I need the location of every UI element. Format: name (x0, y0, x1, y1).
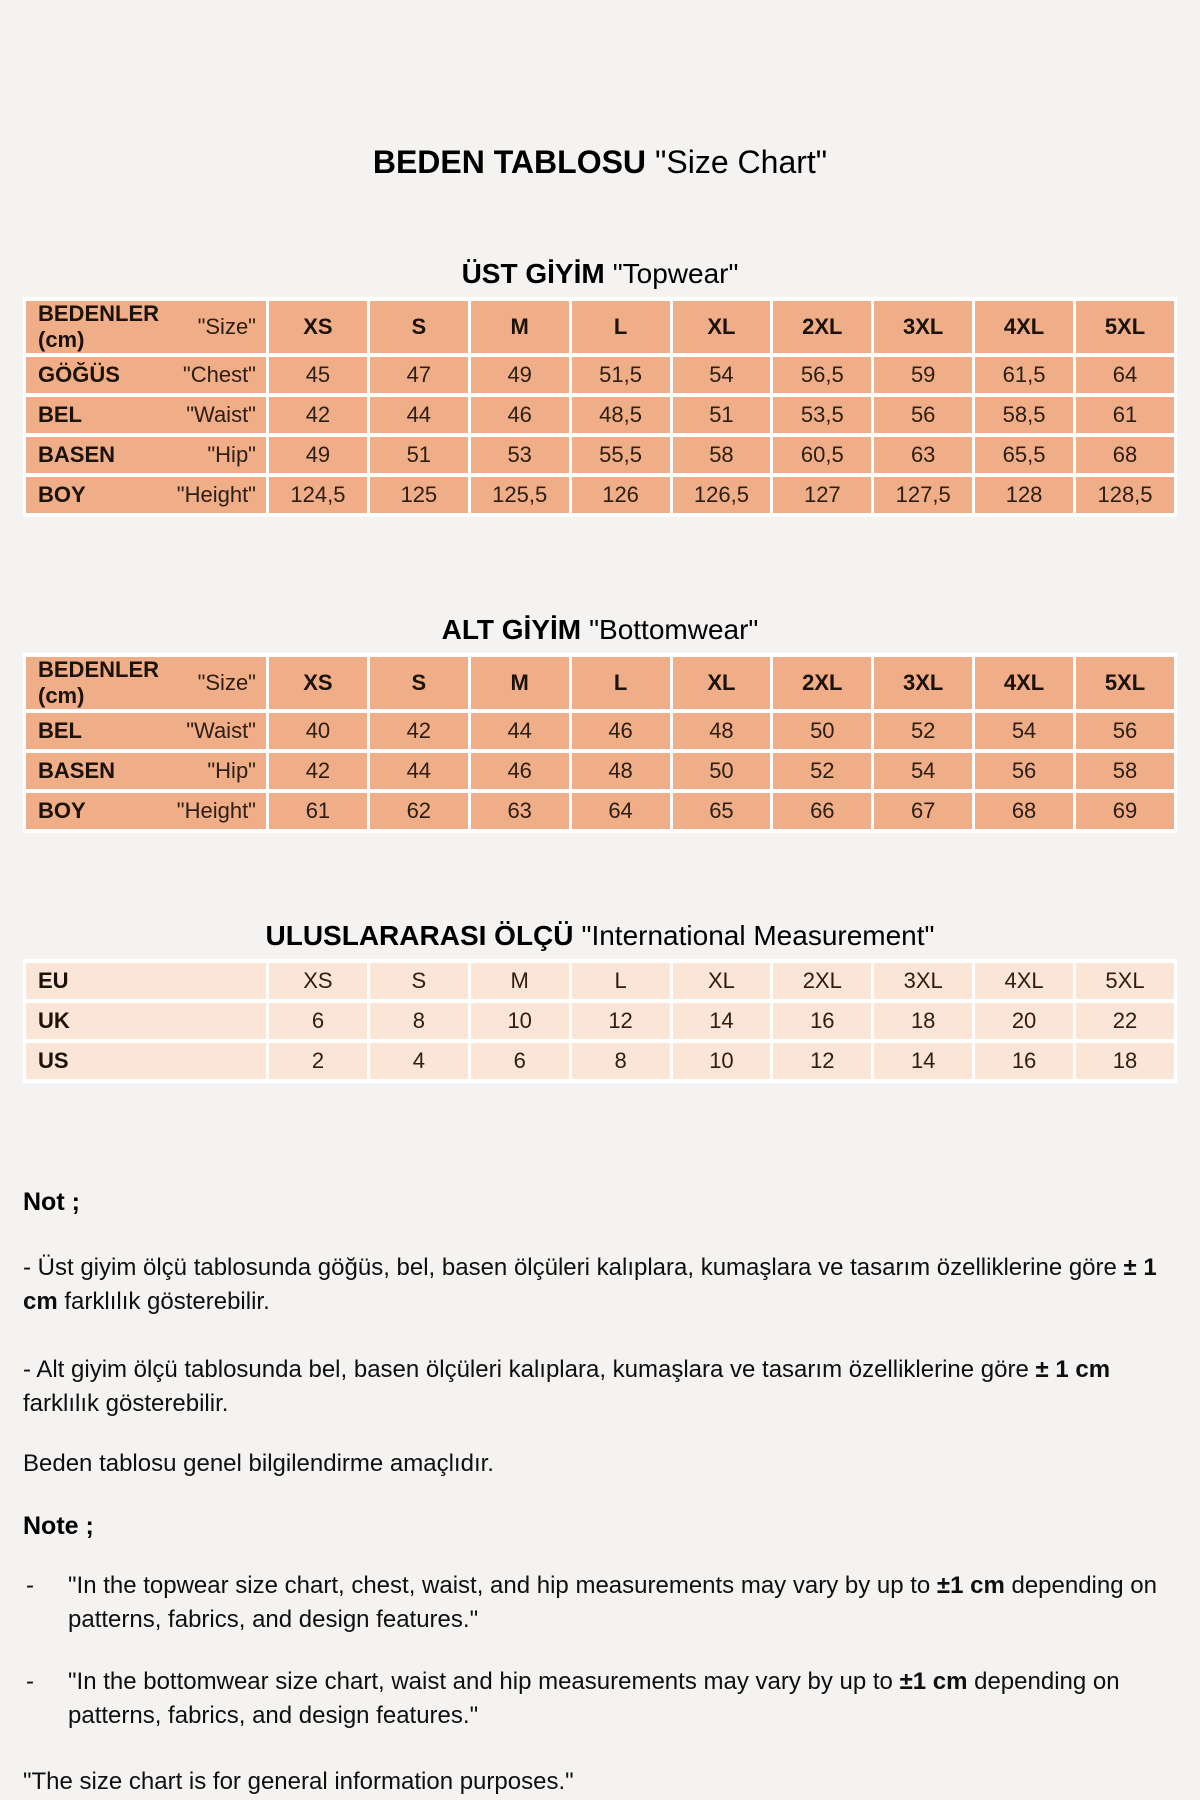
table-row (26, 397, 1174, 433)
size-cell: 50 (773, 713, 871, 749)
note-item (23, 1665, 1168, 1733)
size-cell: 127 (773, 477, 871, 513)
notes-turkish-footer: Beden tablosu genel bilgilendirme amaçlıdır. (23, 1450, 494, 1477)
size-cell: 65,5 (975, 437, 1073, 473)
size-cell: 2XL (773, 657, 871, 709)
size-cell: 51 (673, 397, 771, 433)
section-heading-turkish: ALT GİYİM (441, 614, 582, 645)
note-text: farklılık gösterebilir. (23, 1390, 229, 1417)
tolerance-value: ± 1 cm (23, 1254, 1157, 1315)
row-label-turkish: BASEN (38, 442, 116, 467)
size-cell: 64 (1076, 357, 1174, 393)
size-cell: 42 (269, 397, 367, 433)
notes-turkish-items (23, 1251, 1168, 1421)
size-cell: 46 (572, 713, 670, 749)
size-cell: 128 (975, 477, 1073, 513)
size-cell: 56 (975, 753, 1073, 789)
size-cell: 63 (471, 793, 569, 829)
row-label-cell (26, 1003, 266, 1039)
section-heading-turkish: ULUSLARARASI ÖLÇÜ (265, 920, 574, 951)
size-cell: 42 (370, 713, 468, 749)
size-cell: 4 (370, 1043, 468, 1079)
row-label-cell (26, 477, 266, 513)
row-label-english: "Waist" (186, 718, 256, 743)
size-cell: 8 (572, 1043, 670, 1079)
row-label-cell (26, 357, 266, 393)
size-cell: 53 (471, 437, 569, 473)
row-label-turkish: BEL (38, 718, 82, 743)
table-row (26, 301, 1174, 353)
size-cell: 126 (572, 477, 670, 513)
size-cell: 47 (370, 357, 468, 393)
notes-english-heading: Note ; (23, 1512, 94, 1540)
size-cell: 56 (1076, 713, 1174, 749)
page-title-turkish: BEDEN TABLOSU (372, 144, 647, 180)
row-label-english: "Hip" (207, 758, 256, 783)
notes-english (23, 1511, 1168, 1799)
size-cell: 3XL (874, 301, 972, 353)
size-cell: 14 (673, 1003, 771, 1039)
section-heading-international (0, 919, 1200, 952)
size-cell: 46 (471, 753, 569, 789)
row-label-turkish: UK (38, 1008, 70, 1033)
size-cell: 59 (874, 357, 972, 393)
size-cell: 5XL (1076, 301, 1174, 353)
size-table-bottomwear (23, 653, 1177, 833)
table-row (26, 793, 1174, 829)
note-item (23, 1569, 1168, 1637)
size-cell: 64 (572, 793, 670, 829)
size-cell: 63 (874, 437, 972, 473)
size-cell: 55,5 (572, 437, 670, 473)
size-cell: 46 (471, 397, 569, 433)
size-cell: 50 (673, 753, 771, 789)
size-cell: 60,5 (773, 437, 871, 473)
table-row (26, 713, 1174, 749)
size-cell: 10 (673, 1043, 771, 1079)
section-heading-english: "International Measurement" (581, 920, 935, 951)
size-cell: XL (673, 963, 771, 999)
table-row (26, 753, 1174, 789)
row-label-cell (26, 397, 266, 433)
size-cell: 53,5 (773, 397, 871, 433)
note-text: - Alt giyim ölçü tablosunda bel, basen ölçüleri kalıplara, kumaşlara ve tasarım özelliklerine göre (23, 1356, 1036, 1383)
size-cell: 54 (673, 357, 771, 393)
size-cell: 6 (269, 1003, 367, 1039)
row-label-english: "Chest" (182, 362, 256, 387)
row-label-turkish: US (38, 1048, 69, 1073)
size-cell: 127,5 (874, 477, 972, 513)
size-table-section-international (0, 919, 1200, 1083)
size-cell: 48 (572, 753, 670, 789)
size-cell: 3XL (874, 657, 972, 709)
row-label-turkish: EU (38, 968, 69, 993)
notes-turkish (23, 1187, 1168, 1481)
size-cell: XS (269, 301, 367, 353)
size-cell: 125 (370, 477, 468, 513)
row-label-english: "Height" (176, 798, 256, 823)
row-label-turkish: BOY (38, 482, 86, 507)
size-cell: 16 (773, 1003, 871, 1039)
size-cell: 42 (269, 753, 367, 789)
row-label-turkish: BEDENLER (cm) (38, 657, 160, 708)
size-cell: 4XL (975, 657, 1073, 709)
row-label-cell (26, 713, 266, 749)
size-cell: 2XL (773, 301, 871, 353)
size-cell: S (370, 657, 468, 709)
size-cell: 54 (975, 713, 1073, 749)
size-cell: M (471, 657, 569, 709)
size-cell: 124,5 (269, 477, 367, 513)
size-cell: 52 (874, 713, 972, 749)
size-cell: 67 (874, 793, 972, 829)
size-cell: 52 (773, 753, 871, 789)
size-cell: L (572, 657, 670, 709)
size-cell: 4XL (975, 963, 1073, 999)
size-cell: 128,5 (1076, 477, 1174, 513)
section-heading-english: "Topwear" (612, 258, 739, 289)
size-table-topwear (23, 297, 1177, 517)
size-cell: 45 (269, 357, 367, 393)
row-label-english: "Size" (197, 314, 256, 339)
size-cell: 18 (1076, 1043, 1174, 1079)
size-table-section-bottomwear (0, 613, 1200, 833)
size-cell: 12 (773, 1043, 871, 1079)
size-cell: 44 (370, 753, 468, 789)
size-cell: 18 (874, 1003, 972, 1039)
tolerance-value: ±1 cm (936, 1572, 1005, 1599)
size-cell: 61 (1076, 397, 1174, 433)
size-cell: 125,5 (471, 477, 569, 513)
row-label-turkish: BEDENLER (cm) (38, 301, 160, 352)
size-cell: 65 (673, 793, 771, 829)
size-cell: 58 (1076, 753, 1174, 789)
note-item-text (68, 1665, 1168, 1733)
size-cell: 126,5 (673, 477, 771, 513)
size-cell: 2XL (773, 963, 871, 999)
size-cell: M (471, 301, 569, 353)
note-text: depending on patterns, fabrics, and design features." (68, 1572, 1157, 1633)
size-cell: 69 (1076, 793, 1174, 829)
note-text: depending on patterns, fabrics, and design features." (68, 1668, 1120, 1729)
section-heading-bottomwear (0, 613, 1200, 646)
row-label-cell (26, 963, 266, 999)
bullet-dash: - (26, 1668, 34, 1695)
row-label-cell (26, 1043, 266, 1079)
row-label-turkish: GÖĞÜS (38, 362, 120, 387)
note-text: farklılık gösterebilir. (57, 1288, 270, 1315)
size-cell: 61 (269, 793, 367, 829)
size-cell: 20 (975, 1003, 1073, 1039)
page-title (0, 0, 1200, 181)
note-item (23, 1251, 1168, 1319)
row-label-turkish: BOY (38, 798, 86, 823)
table-row (26, 963, 1174, 999)
row-label-cell (26, 753, 266, 789)
size-cell: 68 (975, 793, 1073, 829)
table-row (26, 477, 1174, 513)
page-title-english: "Size Chart" (655, 144, 828, 180)
section-heading-english: "Bottomwear" (589, 614, 759, 645)
note-text: "In the bottomwear size chart, waist and hip measurements may vary by up to (68, 1668, 900, 1695)
note-item-text (68, 1569, 1168, 1637)
size-cell: 5XL (1076, 963, 1174, 999)
size-cell: 56 (874, 397, 972, 433)
row-label-english: "Hip" (207, 442, 256, 467)
size-cell: M (471, 963, 569, 999)
tolerance-value: ±1 cm (899, 1668, 968, 1695)
size-cell: 12 (572, 1003, 670, 1039)
size-cell: S (370, 963, 468, 999)
size-cell: 54 (874, 753, 972, 789)
size-cell: 56,5 (773, 357, 871, 393)
note-text: "In the topwear size chart, chest, waist, and hip measurements may vary by up to (68, 1572, 937, 1599)
size-cell: L (572, 963, 670, 999)
size-cell: XL (673, 657, 771, 709)
note-text: - Üst giyim ölçü tablosunda göğüs, bel, basen ölçüleri kalıplara, kumaşlara ve tasarım özelliklerine göre (23, 1254, 1124, 1281)
size-cell: 62 (370, 793, 468, 829)
size-cell: XS (269, 963, 367, 999)
section-heading-topwear (0, 257, 1200, 290)
size-cell: XS (269, 657, 367, 709)
size-cell: 22 (1076, 1003, 1174, 1039)
row-label-english: "Waist" (186, 402, 256, 427)
size-cell: L (572, 301, 670, 353)
size-cell: 49 (471, 357, 569, 393)
size-cell: 44 (370, 397, 468, 433)
size-cell: 6 (471, 1043, 569, 1079)
size-cell: 2 (269, 1043, 367, 1079)
size-cell: 8 (370, 1003, 468, 1039)
row-label-turkish: BEL (38, 402, 82, 427)
table-row (26, 1043, 1174, 1079)
bullet-dash: - (26, 1572, 34, 1599)
note-item (23, 1353, 1168, 1421)
notes-turkish-heading: Not ; (23, 1188, 80, 1216)
section-heading-turkish: ÜST GİYİM (461, 258, 605, 289)
size-cell: XL (673, 301, 771, 353)
table-row (26, 1003, 1174, 1039)
size-cell: 58,5 (975, 397, 1073, 433)
size-cell: 4XL (975, 301, 1073, 353)
table-row (26, 657, 1174, 709)
size-cell: 61,5 (975, 357, 1073, 393)
size-table-section-topwear (0, 257, 1200, 517)
size-cell: 51,5 (572, 357, 670, 393)
size-cell: 58 (673, 437, 771, 473)
size-cell: 3XL (874, 963, 972, 999)
size-cell: 48 (673, 713, 771, 749)
row-label-cell (26, 793, 266, 829)
size-table-international (23, 959, 1177, 1083)
size-cell: 68 (1076, 437, 1174, 473)
size-cell: 44 (471, 713, 569, 749)
size-tables (0, 257, 1200, 1083)
row-label-english: "Height" (176, 482, 256, 507)
size-cell: 48,5 (572, 397, 670, 433)
table-row (26, 437, 1174, 473)
size-cell: 5XL (1076, 657, 1174, 709)
notes-english-items (23, 1569, 1168, 1733)
table-row (26, 357, 1174, 393)
row-label-cell (26, 437, 266, 473)
row-label-english: "Size" (197, 670, 256, 695)
size-cell: 49 (269, 437, 367, 473)
size-cell: 16 (975, 1043, 1073, 1079)
size-cell: 40 (269, 713, 367, 749)
row-label-cell (26, 301, 266, 353)
tolerance-value: ± 1 cm (1035, 1356, 1111, 1383)
size-cell: 66 (773, 793, 871, 829)
size-cell: 51 (370, 437, 468, 473)
size-cell: S (370, 301, 468, 353)
row-label-turkish: BASEN (38, 758, 116, 783)
size-cell: 10 (471, 1003, 569, 1039)
notes-english-footer: "The size chart is for general information purposes." (23, 1768, 574, 1795)
row-label-cell (26, 657, 266, 709)
size-cell: 14 (874, 1043, 972, 1079)
